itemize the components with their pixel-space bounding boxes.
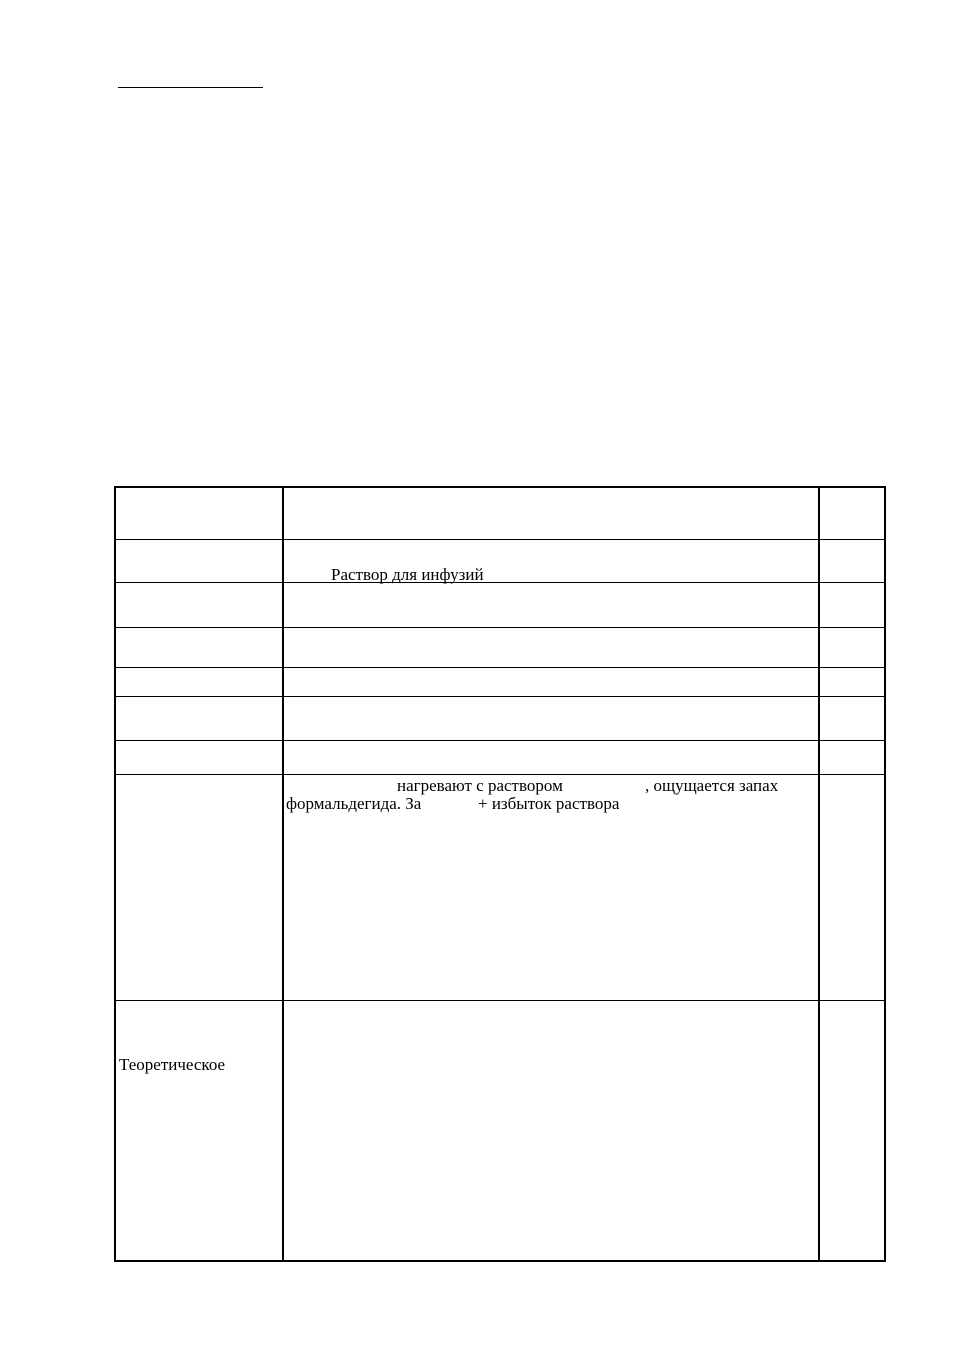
table-row xyxy=(116,775,884,1001)
table-row xyxy=(116,488,884,540)
row-label-cell xyxy=(116,1001,284,1260)
row-content-cell xyxy=(284,741,820,774)
row-label-cell xyxy=(116,488,284,539)
row-content-cell xyxy=(284,775,820,1000)
header-underline xyxy=(118,87,263,88)
reaction-text-part3: формальдегида. За xyxy=(286,794,422,813)
row-label-cell xyxy=(116,741,284,774)
reaction-text-part4: + избыток раствора xyxy=(478,794,620,813)
row-label-cell xyxy=(116,775,284,1000)
reaction-text-part1: нагревают с раствором xyxy=(397,776,563,795)
row-content-cell xyxy=(284,540,820,582)
row-label-cell xyxy=(116,697,284,740)
dosage-form-text: Раствор для инфузий xyxy=(331,565,484,584)
row-note-cell xyxy=(820,488,884,539)
row-note-cell xyxy=(820,1001,884,1260)
table-row xyxy=(116,583,884,628)
row-content-cell xyxy=(284,488,820,539)
theoretical-label: Теоретическое xyxy=(119,1055,226,1074)
table-row xyxy=(116,628,884,668)
row-note-cell xyxy=(820,583,884,627)
row-label-cell xyxy=(116,668,284,696)
reaction-text-part2: , ощущается запах xyxy=(645,776,779,795)
row-note-cell xyxy=(820,775,884,1000)
table-row xyxy=(116,697,884,741)
row-note-cell xyxy=(820,668,884,696)
table-row xyxy=(116,741,884,775)
row-content-cell xyxy=(284,697,820,740)
row-content-cell xyxy=(284,628,820,667)
table-row xyxy=(116,540,884,583)
row-label-cell xyxy=(116,583,284,627)
analysis-table xyxy=(114,486,886,1262)
row-note-cell xyxy=(820,741,884,774)
row-note-cell xyxy=(820,628,884,667)
table-row xyxy=(116,1001,884,1260)
row-note-cell xyxy=(820,540,884,582)
row-content-cell xyxy=(284,1001,820,1260)
row-note-cell xyxy=(820,697,884,740)
row-content-cell xyxy=(284,668,820,696)
row-label-cell xyxy=(116,540,284,582)
row-content-cell xyxy=(284,583,820,627)
row-label-cell xyxy=(116,628,284,667)
table-row xyxy=(116,668,884,697)
